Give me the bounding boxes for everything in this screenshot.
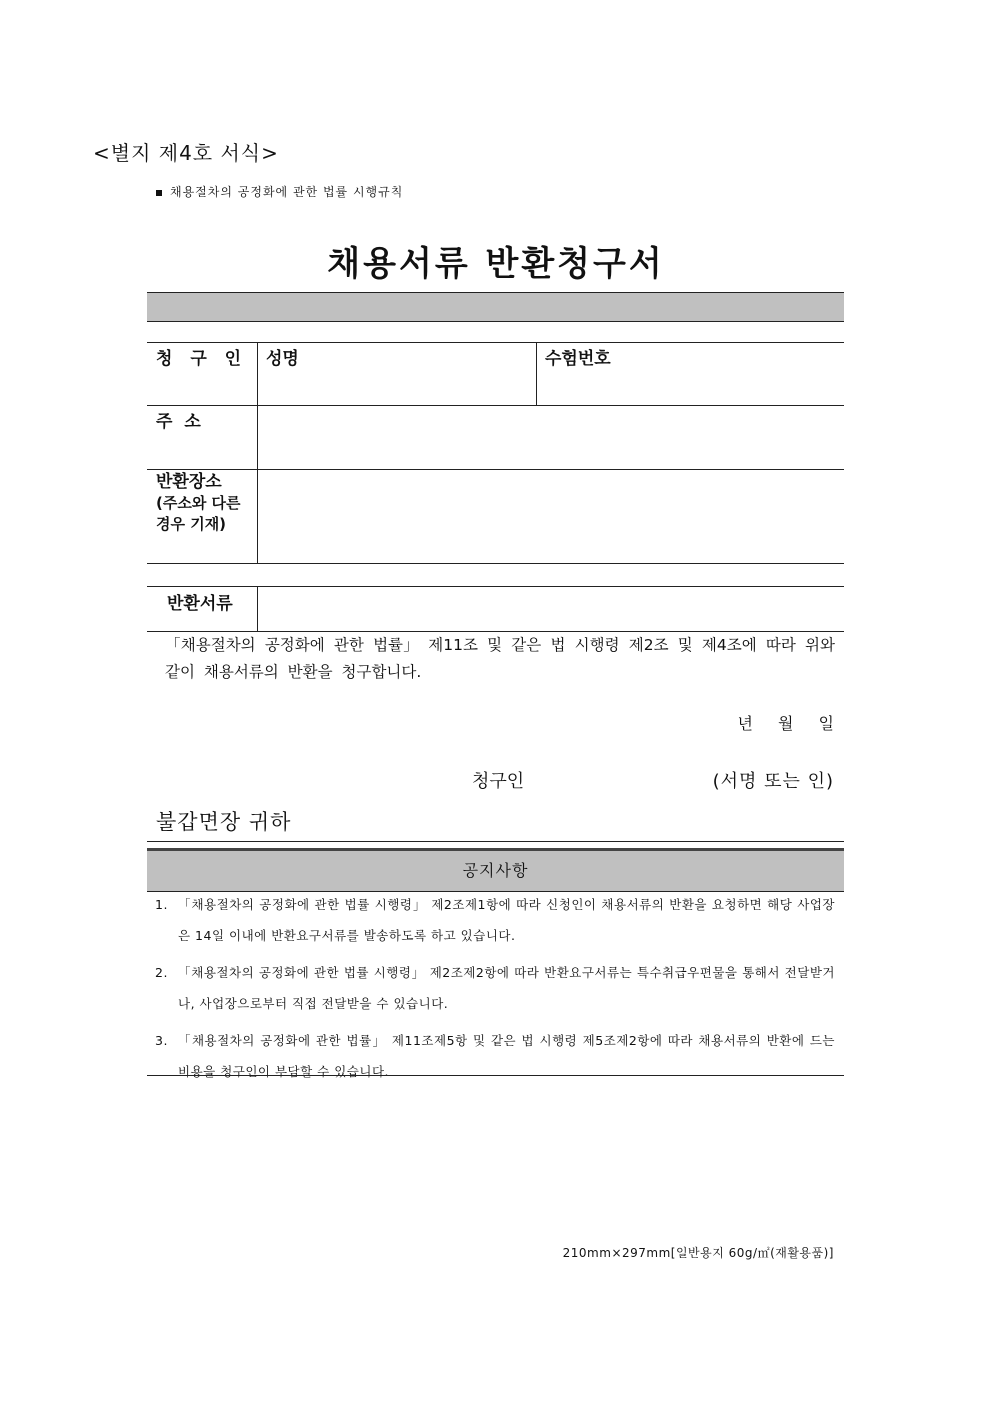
request-statement: 「채용절차의 공정화에 관한 법률」 제11조 및 같은 법 시행령 제2조 및 제4조에 따라 위와 같이 채용서류의 반환을 청구합니다. [165,636,835,681]
return-place-field[interactable] [258,470,844,563]
return-documents-field[interactable] [258,587,844,631]
notice-item [155,1025,835,1087]
requester-sign-label: 청구인 [472,771,525,792]
page-title: 채용서류 반환청구서 [327,244,665,284]
exam-number-field[interactable] [537,343,844,405]
notice-item-text: 「채용절차의 공정화에 관한 법률 시행령」 제2조제2항에 따라 반환요구서류는 특수취급우편물을 통해서 전달받거나, 사업장으로부터 직접 전달받을 수 있습니다. [178,965,835,1011]
paper-spec: 210mm×297mm[일반용지 60g/㎡(재활용품)] [562,1246,834,1260]
name-label: 성명 [266,349,299,369]
law-reference-text: 채용절차의 공정화에 관한 법률 시행규칙 [170,185,404,199]
form-label: <별지 제4호 서식> [93,141,279,165]
notice-heading: 공지사항 [147,848,844,892]
exam-number-label: 수험번호 [545,349,611,369]
requester-label: 청 구 인 [156,349,242,369]
law-reference [156,183,403,200]
return-place-title: 반환장소 [156,472,222,492]
notice-bottom-line [147,1075,844,1076]
header-band [147,292,844,322]
return-documents-label: 반환서류 [167,594,233,614]
notice-item [155,889,835,951]
notice-item-text: 「채용절차의 공정화에 관한 법률 시행령」 제2조제1항에 따라 신청인이 채용서류의 반환을 요청하면 해당 사업장은 14일 이내에 반환요구서류를 발송하도록 하고 있습니다. [178,897,835,943]
return-place-label [156,472,256,535]
address-field[interactable] [258,406,844,469]
date-line: 년 월 일 [737,714,834,733]
table-line [147,563,844,564]
signature-label: (서명 또는 인) [712,771,834,792]
addressee: 불갑면장 귀하 [156,810,292,834]
notice-item-text: 「채용절차의 공정화에 관한 법률」 제11조제5항 및 같은 법 시행령 제5조제2항에 따라 채용서류의 반환에 드는 비용을 청구인이 부담할 수 있습니다. [178,1033,835,1079]
notice-item-number: 2. [155,965,168,980]
name-field[interactable] [258,343,536,405]
notice-item-number: 3. [155,1033,168,1048]
notice-item-number: 1. [155,897,168,912]
section-divider [147,841,844,842]
return-place-note: (주소와 다른 경우 기재) [156,494,241,533]
address-label: 주 소 [156,412,201,432]
square-bullet-icon [156,190,162,196]
notice-list [155,889,835,1093]
notice-item [155,957,835,1019]
